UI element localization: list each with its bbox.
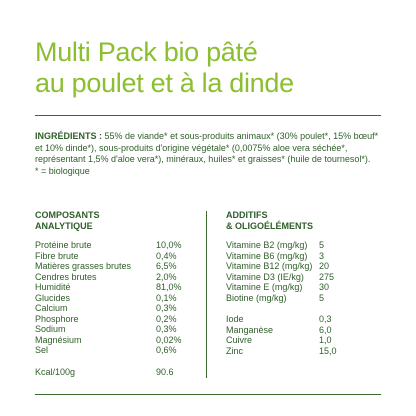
vitamin-value: 275 (319, 271, 335, 282)
composant-value: 0,6% (156, 345, 177, 355)
composant-row (35, 251, 195, 261)
mineral-value: 15,0 (319, 345, 337, 356)
composant-value: 10,0% (156, 240, 182, 250)
composant-name: Calcium (35, 303, 68, 313)
vitamin-name: Vitamine E (mg/kg) (226, 282, 303, 292)
composants-heading-line-2: ANALYTIQUE (35, 220, 93, 231)
mineral-row (226, 346, 376, 356)
vitamin-row (226, 251, 376, 261)
composant-value: 2,0% (156, 271, 177, 282)
bottom-divider (35, 394, 381, 395)
title-line-2: au poulet et à la dinde (35, 68, 294, 98)
vitamin-name: Vitamine B2 (mg/kg) (226, 240, 308, 250)
vitamin-row (226, 272, 376, 282)
vitamin-name: Biotine (mg/kg) (226, 292, 287, 303)
composant-value: 81,0% (156, 282, 182, 292)
composant-name: Glucides (35, 292, 71, 303)
composant-row (35, 324, 195, 334)
product-title (35, 37, 294, 99)
composant-row (35, 314, 195, 324)
additifs-heading (226, 210, 313, 231)
composant-value: 0,3% (156, 303, 177, 313)
mineral-name: Iode (226, 314, 244, 324)
additifs-heading-line-1: ADDITIFS (226, 210, 268, 220)
composant-name: Sel (35, 345, 49, 355)
composant-value: 0,4% (156, 250, 177, 261)
composant-name: Humidité (35, 282, 71, 292)
vitamin-name: Vitamine B6 (mg/kg) (226, 250, 308, 261)
composant-name: Phosphore (35, 313, 79, 324)
composant-row (35, 240, 195, 250)
vitamin-row (226, 293, 376, 303)
composant-name: Magnésium (35, 334, 82, 345)
vitamin-value: 3 (319, 250, 325, 261)
composant-value: 0,3% (156, 324, 177, 334)
composant-value: 0,2% (156, 313, 177, 324)
composant-name: Sodium (35, 324, 66, 334)
kcal-row (35, 367, 195, 377)
composant-row (35, 335, 195, 345)
composants-heading (35, 210, 100, 231)
top-divider (35, 115, 381, 116)
vitamin-name: Vitamine B12 (mg/kg) (226, 261, 313, 271)
mineral-value: 0,3 (319, 314, 332, 324)
vitamin-value: 5 (319, 240, 325, 250)
vitamin-row (226, 240, 376, 250)
composant-row (35, 345, 195, 355)
composant-row (35, 272, 195, 282)
ingredients-text: 55% de viande* et sous-produits animaux* (30% poulet*, 15% bœuf* et 10% dinde*), sous-produits d'origine végétale* (0,0075% aloe vera séchée*, représentant 1,5% d'aloe vera*), minéraux, huiles* et graisses* (huile de tournesol*). (35, 131, 379, 164)
title-line-1: Multi Pack bio pâté (35, 37, 258, 67)
mineral-value: 1,0 (319, 335, 332, 345)
composant-value: 0,1% (156, 292, 177, 303)
mineral-row (226, 314, 376, 324)
vitamin-name: Vitamine D3 (IE/kg) (226, 271, 304, 282)
mineral-row (226, 335, 376, 345)
mineral-value: 6,0 (319, 324, 332, 335)
vitamin-value: 20 (319, 261, 330, 271)
ingredients-block (35, 131, 385, 177)
vitamin-row (226, 282, 376, 292)
mineral-row (226, 325, 376, 335)
vitamin-row (226, 261, 376, 271)
composant-row (35, 293, 195, 303)
vitamin-value: 5 (319, 292, 325, 303)
composant-row (35, 303, 195, 313)
mineral-name: Cuivre (226, 335, 253, 345)
mineral-name: Manganèse (226, 324, 274, 335)
vitamin-value: 30 (319, 282, 330, 292)
additifs-heading-line-2: & OLIGOÉLÉMENTS (226, 220, 314, 231)
composant-value: 6,5% (156, 261, 177, 271)
composant-name: Matières grasses brutes (35, 261, 132, 271)
organic-note: * = biologique (35, 165, 90, 176)
composant-name: Fibre brute (35, 250, 79, 261)
composant-name: Cendres brutes (35, 271, 97, 282)
ingredients-label: INGRÉDIENTS : (35, 131, 103, 141)
composant-row (35, 282, 195, 292)
composant-value: 0,02% (156, 334, 182, 345)
kcal-value: 90.6 (156, 367, 174, 377)
composant-name: Protéine brute (35, 240, 92, 250)
column-divider (206, 211, 207, 378)
mineral-name: Zinc (226, 345, 244, 356)
composants-heading-line-1: COMPOSANTS (35, 210, 100, 220)
composant-row (35, 261, 195, 271)
kcal-label: Kcal/100g (35, 367, 76, 377)
